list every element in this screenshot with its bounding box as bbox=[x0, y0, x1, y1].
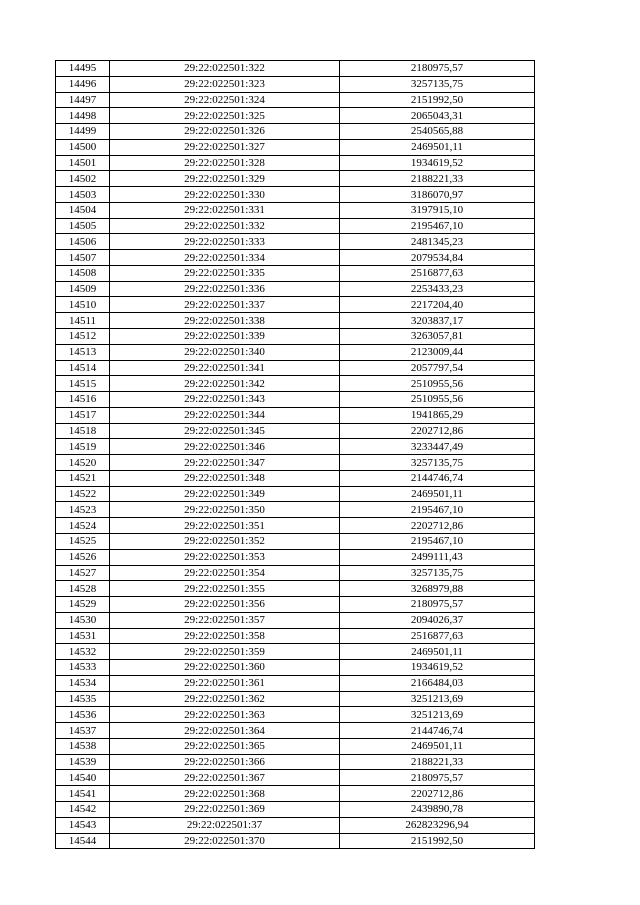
cadastral-number-cell: 29:22:022501:350 bbox=[110, 502, 340, 518]
row-number-cell: 14512 bbox=[56, 329, 110, 345]
row-number-cell: 14536 bbox=[56, 707, 110, 723]
cadastral-number-cell: 29:22:022501:326 bbox=[110, 124, 340, 140]
table-row bbox=[56, 486, 535, 502]
table-body bbox=[56, 61, 535, 849]
row-number-cell: 14519 bbox=[56, 439, 110, 455]
table-row bbox=[56, 124, 535, 140]
cadastral-number-cell: 29:22:022501:339 bbox=[110, 329, 340, 345]
table-row bbox=[56, 801, 535, 817]
cadastral-value-cell: 2439890,78 bbox=[340, 801, 535, 817]
cadastral-number-cell: 29:22:022501:328 bbox=[110, 155, 340, 171]
cadastral-value-cell: 2151992,50 bbox=[340, 92, 535, 108]
table-row bbox=[56, 770, 535, 786]
cadastral-value-cell: 3257135,75 bbox=[340, 76, 535, 92]
cadastral-value-cell: 3233447,49 bbox=[340, 439, 535, 455]
row-number-cell: 14509 bbox=[56, 281, 110, 297]
table-row bbox=[56, 218, 535, 234]
cadastral-value-cell: 2079534,84 bbox=[340, 250, 535, 266]
cadastral-number-cell: 29:22:022501:361 bbox=[110, 675, 340, 691]
table-row bbox=[56, 61, 535, 77]
cadastral-value-cell: 2180975,57 bbox=[340, 61, 535, 77]
cadastral-value-cell: 2253433,23 bbox=[340, 281, 535, 297]
row-number-cell: 14506 bbox=[56, 234, 110, 250]
cadastral-number-cell: 29:22:022501:346 bbox=[110, 439, 340, 455]
row-number-cell: 14525 bbox=[56, 533, 110, 549]
cadastral-value-cell: 2188221,33 bbox=[340, 754, 535, 770]
cadastral-value-cell: 2166484,03 bbox=[340, 675, 535, 691]
cadastral-number-cell: 29:22:022501:332 bbox=[110, 218, 340, 234]
cadastral-number-cell: 29:22:022501:362 bbox=[110, 691, 340, 707]
table-row bbox=[56, 423, 535, 439]
cadastral-value-cell: 2469501,11 bbox=[340, 644, 535, 660]
cadastral-number-cell: 29:22:022501:355 bbox=[110, 581, 340, 597]
cadastral-number-cell: 29:22:022501:341 bbox=[110, 360, 340, 376]
table-row bbox=[56, 707, 535, 723]
table-row bbox=[56, 202, 535, 218]
cadastral-value-cell: 2516877,63 bbox=[340, 628, 535, 644]
cadastral-number-cell: 29:22:022501:360 bbox=[110, 660, 340, 676]
cadastral-number-cell: 29:22:022501:345 bbox=[110, 423, 340, 439]
row-number-cell: 14504 bbox=[56, 202, 110, 218]
table-row bbox=[56, 250, 535, 266]
cadastral-value-cell: 3251213,69 bbox=[340, 707, 535, 723]
row-number-cell: 14538 bbox=[56, 738, 110, 754]
cadastral-number-cell: 29:22:022501:369 bbox=[110, 801, 340, 817]
cadastral-value-cell: 3257135,75 bbox=[340, 455, 535, 471]
table-row bbox=[56, 612, 535, 628]
cadastral-value-cell: 2195467,10 bbox=[340, 502, 535, 518]
row-number-cell: 14508 bbox=[56, 265, 110, 281]
cadastral-value-cell: 3257135,75 bbox=[340, 565, 535, 581]
table-row bbox=[56, 786, 535, 802]
cadastral-number-cell: 29:22:022501:344 bbox=[110, 407, 340, 423]
table-row bbox=[56, 171, 535, 187]
table-row bbox=[56, 234, 535, 250]
table-row bbox=[56, 691, 535, 707]
cadastral-value-cell: 2180975,57 bbox=[340, 597, 535, 613]
cadastral-number-cell: 29:22:022501:322 bbox=[110, 61, 340, 77]
cadastral-value-cell: 2057797,54 bbox=[340, 360, 535, 376]
cadastral-number-cell: 29:22:022501:358 bbox=[110, 628, 340, 644]
row-number-cell: 14526 bbox=[56, 549, 110, 565]
cadastral-number-cell: 29:22:022501:323 bbox=[110, 76, 340, 92]
table-row bbox=[56, 392, 535, 408]
row-number-cell: 14498 bbox=[56, 108, 110, 124]
table-row bbox=[56, 360, 535, 376]
table-row bbox=[56, 376, 535, 392]
cadastral-number-cell: 29:22:022501:334 bbox=[110, 250, 340, 266]
row-number-cell: 14534 bbox=[56, 675, 110, 691]
row-number-cell: 14500 bbox=[56, 139, 110, 155]
table-row bbox=[56, 502, 535, 518]
cadastral-value-cell: 2540565,88 bbox=[340, 124, 535, 140]
cadastral-number-cell: 29:22:022501:366 bbox=[110, 754, 340, 770]
cadastral-value-cell: 2469501,11 bbox=[340, 738, 535, 754]
row-number-cell: 14511 bbox=[56, 313, 110, 329]
row-number-cell: 14513 bbox=[56, 344, 110, 360]
row-number-cell: 14507 bbox=[56, 250, 110, 266]
cadastral-number-cell: 29:22:022501:354 bbox=[110, 565, 340, 581]
table-row bbox=[56, 533, 535, 549]
table-row bbox=[56, 108, 535, 124]
cadastral-number-cell: 29:22:022501:331 bbox=[110, 202, 340, 218]
row-number-cell: 14521 bbox=[56, 470, 110, 486]
cadastral-value-cell: 2499111,43 bbox=[340, 549, 535, 565]
row-number-cell: 14516 bbox=[56, 392, 110, 408]
row-number-cell: 14524 bbox=[56, 518, 110, 534]
row-number-cell: 14518 bbox=[56, 423, 110, 439]
cadastral-value-cell: 2516877,63 bbox=[340, 265, 535, 281]
cadastral-number-cell: 29:22:022501:343 bbox=[110, 392, 340, 408]
cadastral-value-cell: 2202712,86 bbox=[340, 423, 535, 439]
table-row bbox=[56, 581, 535, 597]
cadastral-value-cell: 2469501,11 bbox=[340, 486, 535, 502]
table-row bbox=[56, 92, 535, 108]
cadastral-number-cell: 29:22:022501:347 bbox=[110, 455, 340, 471]
cadastral-number-cell: 29:22:022501:356 bbox=[110, 597, 340, 613]
cadastral-number-cell: 29:22:022501:37 bbox=[110, 817, 340, 833]
table-row bbox=[56, 281, 535, 297]
cadastral-number-cell: 29:22:022501:330 bbox=[110, 187, 340, 203]
table-row bbox=[56, 817, 535, 833]
cadastral-value-cell: 2144746,74 bbox=[340, 470, 535, 486]
row-number-cell: 14515 bbox=[56, 376, 110, 392]
row-number-cell: 14510 bbox=[56, 297, 110, 313]
row-number-cell: 14527 bbox=[56, 565, 110, 581]
cadastral-value-cell: 3268979,88 bbox=[340, 581, 535, 597]
table-row bbox=[56, 549, 535, 565]
cadastral-value-cell: 2195467,10 bbox=[340, 533, 535, 549]
table-row bbox=[56, 297, 535, 313]
cadastral-number-cell: 29:22:022501:353 bbox=[110, 549, 340, 565]
row-number-cell: 14529 bbox=[56, 597, 110, 613]
table-row bbox=[56, 329, 535, 345]
row-number-cell: 14533 bbox=[56, 660, 110, 676]
table-row bbox=[56, 565, 535, 581]
row-number-cell: 14541 bbox=[56, 786, 110, 802]
table-row bbox=[56, 313, 535, 329]
table-row bbox=[56, 833, 535, 849]
cadastral-number-cell: 29:22:022501:365 bbox=[110, 738, 340, 754]
table-row bbox=[56, 407, 535, 423]
row-number-cell: 14520 bbox=[56, 455, 110, 471]
cadastral-value-cell: 2510955,56 bbox=[340, 392, 535, 408]
cadastral-number-cell: 29:22:022501:363 bbox=[110, 707, 340, 723]
cadastral-number-cell: 29:22:022501:336 bbox=[110, 281, 340, 297]
cadastral-number-cell: 29:22:022501:348 bbox=[110, 470, 340, 486]
cadastral-number-cell: 29:22:022501:349 bbox=[110, 486, 340, 502]
cadastral-value-table bbox=[55, 60, 535, 849]
cadastral-value-cell: 2144746,74 bbox=[340, 723, 535, 739]
row-number-cell: 14501 bbox=[56, 155, 110, 171]
table-row bbox=[56, 518, 535, 534]
row-number-cell: 14543 bbox=[56, 817, 110, 833]
row-number-cell: 14517 bbox=[56, 407, 110, 423]
cadastral-value-cell: 2123009,44 bbox=[340, 344, 535, 360]
row-number-cell: 14522 bbox=[56, 486, 110, 502]
table-row bbox=[56, 265, 535, 281]
row-number-cell: 14531 bbox=[56, 628, 110, 644]
table-row bbox=[56, 76, 535, 92]
cadastral-value-cell: 3197915,10 bbox=[340, 202, 535, 218]
row-number-cell: 14502 bbox=[56, 171, 110, 187]
cadastral-value-cell: 2481345,23 bbox=[340, 234, 535, 250]
table-row bbox=[56, 439, 535, 455]
cadastral-number-cell: 29:22:022501:335 bbox=[110, 265, 340, 281]
cadastral-value-cell: 3203837,17 bbox=[340, 313, 535, 329]
table-row bbox=[56, 738, 535, 754]
cadastral-value-cell: 2217204,40 bbox=[340, 297, 535, 313]
cadastral-number-cell: 29:22:022501:325 bbox=[110, 108, 340, 124]
cadastral-value-cell: 2094026,37 bbox=[340, 612, 535, 628]
table-row bbox=[56, 344, 535, 360]
row-number-cell: 14496 bbox=[56, 76, 110, 92]
cadastral-value-cell: 2195467,10 bbox=[340, 218, 535, 234]
cadastral-number-cell: 29:22:022501:338 bbox=[110, 313, 340, 329]
cadastral-number-cell: 29:22:022501:370 bbox=[110, 833, 340, 849]
cadastral-value-cell: 3251213,69 bbox=[340, 691, 535, 707]
cadastral-value-cell: 1934619,52 bbox=[340, 660, 535, 676]
cadastral-number-cell: 29:22:022501:352 bbox=[110, 533, 340, 549]
table-row bbox=[56, 187, 535, 203]
cadastral-number-cell: 29:22:022501:333 bbox=[110, 234, 340, 250]
cadastral-number-cell: 29:22:022501:340 bbox=[110, 344, 340, 360]
cadastral-value-cell: 1934619,52 bbox=[340, 155, 535, 171]
table-row bbox=[56, 644, 535, 660]
row-number-cell: 14499 bbox=[56, 124, 110, 140]
table-row bbox=[56, 628, 535, 644]
row-number-cell: 14528 bbox=[56, 581, 110, 597]
row-number-cell: 14535 bbox=[56, 691, 110, 707]
cadastral-number-cell: 29:22:022501:364 bbox=[110, 723, 340, 739]
cadastral-value-cell: 1941865,29 bbox=[340, 407, 535, 423]
row-number-cell: 14532 bbox=[56, 644, 110, 660]
cadastral-number-cell: 29:22:022501:351 bbox=[110, 518, 340, 534]
row-number-cell: 14540 bbox=[56, 770, 110, 786]
cadastral-number-cell: 29:22:022501:359 bbox=[110, 644, 340, 660]
row-number-cell: 14537 bbox=[56, 723, 110, 739]
row-number-cell: 14523 bbox=[56, 502, 110, 518]
cadastral-number-cell: 29:22:022501:327 bbox=[110, 139, 340, 155]
table-row bbox=[56, 455, 535, 471]
table-row bbox=[56, 754, 535, 770]
table-row bbox=[56, 597, 535, 613]
table-row bbox=[56, 723, 535, 739]
cadastral-value-cell: 2510955,56 bbox=[340, 376, 535, 392]
cadastral-value-cell: 2202712,86 bbox=[340, 786, 535, 802]
row-number-cell: 14530 bbox=[56, 612, 110, 628]
table-row bbox=[56, 139, 535, 155]
row-number-cell: 14542 bbox=[56, 801, 110, 817]
cadastral-value-cell: 3186070,97 bbox=[340, 187, 535, 203]
cadastral-number-cell: 29:22:022501:357 bbox=[110, 612, 340, 628]
row-number-cell: 14497 bbox=[56, 92, 110, 108]
row-number-cell: 14505 bbox=[56, 218, 110, 234]
cadastral-number-cell: 29:22:022501:368 bbox=[110, 786, 340, 802]
table-row bbox=[56, 660, 535, 676]
cadastral-number-cell: 29:22:022501:342 bbox=[110, 376, 340, 392]
cadastral-value-cell: 2469501,11 bbox=[340, 139, 535, 155]
cadastral-value-cell: 2202712,86 bbox=[340, 518, 535, 534]
cadastral-value-cell: 2180975,57 bbox=[340, 770, 535, 786]
cadastral-value-cell: 2151992,50 bbox=[340, 833, 535, 849]
cadastral-value-cell: 3263057,81 bbox=[340, 329, 535, 345]
cadastral-value-cell: 2065043,31 bbox=[340, 108, 535, 124]
table-row bbox=[56, 470, 535, 486]
cadastral-number-cell: 29:22:022501:324 bbox=[110, 92, 340, 108]
cadastral-value-cell: 2188221,33 bbox=[340, 171, 535, 187]
row-number-cell: 14514 bbox=[56, 360, 110, 376]
row-number-cell: 14544 bbox=[56, 833, 110, 849]
cadastral-value-cell: 262823296,94 bbox=[340, 817, 535, 833]
cadastral-number-cell: 29:22:022501:329 bbox=[110, 171, 340, 187]
row-number-cell: 14495 bbox=[56, 61, 110, 77]
cadastral-number-cell: 29:22:022501:367 bbox=[110, 770, 340, 786]
row-number-cell: 14539 bbox=[56, 754, 110, 770]
row-number-cell: 14503 bbox=[56, 187, 110, 203]
cadastral-number-cell: 29:22:022501:337 bbox=[110, 297, 340, 313]
table-row bbox=[56, 155, 535, 171]
table-row bbox=[56, 675, 535, 691]
